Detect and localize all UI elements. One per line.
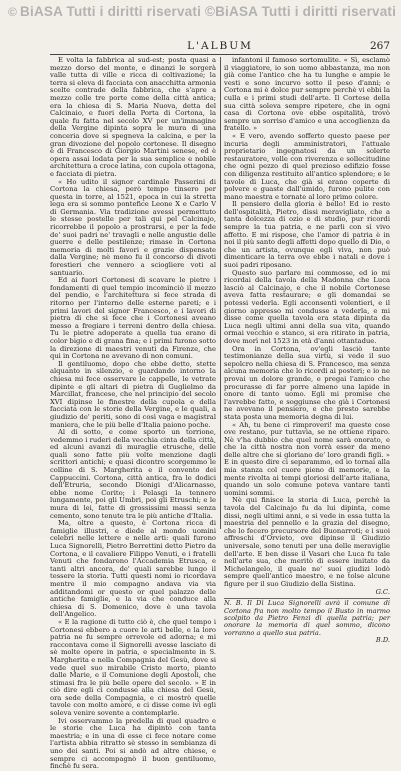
- left-column: [50, 56, 216, 771]
- paragraph: Ed ai fuori Cortonesi di scavare le pietre i fondamenti di quel tempio incominciò il mezzo del pendio, e l'architettura si fece strada di ritorno per l'interno delle esterne pareti; e i primi lavori del signor Francesco, e i lavori di pietra di che si fece che i Cortonesi aveano messo a fregiare i terreni dentro della chiesa. Tu le pietre adoperate a quella tua erano di color bigio e di grana fina; e i primi furono sotto la direzione di maestri venuti da Firenze, che qui in Cortona ne avevano di non comuni.: [50, 276, 216, 361]
- paragraph: « E la ragione di tutto ciò è, che quel tempo i Cortonesi ebbero a cuore le arti belle, e la loro patria ne fu sempre orrevole ed adorna; e mi raccontava come il Signorelli avesse lasciato di sè molte opere in patria, e specialmente in S. Margherita e nella Compagnia del Gesù, dove si vede quel suo mirabile Cristo morto, pianto dalle Marie, e il Comunione degli Apostoli, che stimasi fra le più belle opere del secolo. » E in ciò dire egli ci condusse alla chiesa del Gesù, ora sede della Compagnia, e ci mostrò quelle tavole con molto amore, e ci disse come ivi egli soleva venire sovente a contemplarle.: [50, 617, 216, 718]
- paragraph: « E vero, avendo sofferto questo paese per incuria degli amministratori, l'attuale proprietario ingegnatosi da un solerte restauratore, volle con riverenza e sollecitudine che ogni pezzo di quel prezioso edifizio fosse con diligenza restituito all'antico splendore; e le tavole di Luca, che già si erano coperte di polvere e guaste dall'umido, furono pulite con mano maestra e tornate al loro primo colore.: [224, 131, 390, 201]
- paragraph: Ma, oltre a questo, è Cortona ricca di famiglie illustri, e diede al mondo uomini celebri nelle lettere e nelle arti: quali furono Luca Signorelli, Pietro Berrettini detto Pietro da Cortona, e il cavaliere Filippo Venuti, e i fratelli Venuti che fondarono l'Accademia Etrusca, e tanti altri ancora, de' quali sarebbe lungo il tessere la storia. Tutti questi nomi io ricordava mentre il mio compagno andava via via additandomi or questo or quel palazzo delle antiche famiglie, e la via che conduce alla chiesa di S. Domenico, dove è una tavola dell'Angelico.: [50, 519, 216, 619]
- watermark-text: BiASA Tutti i diritti riservati ©BiASA Tutti i diritti riservati: [20, 4, 397, 19]
- paragraph: « Ho udito il signor cardinale Passerini di Cortona la chiesa, però tempo tinsero per questa in torre, al 1521, epoca in cui la stretta lega era si sommo pontefice Leone X e Carlo V di Germania. Via tradizione avessi permettuto le stesse postelle per tali qui pel Calcinajo, ricorrebbe il popolo a prostrarsi, e per la fede de' suoi padri ne' travagli e nelle angustie delle guerre e delle pestilenze; rimase in Cortona memoria di molti favori e grazie dispensate dalla Vergine; nè meno fu il concorso di divoti forestieri che vennero a sciogliere voti al santuario.: [50, 177, 216, 277]
- paragraph: Il gentiluomo, dopo che ebbe detto, stette alquanto in silenzio, e guardando intorno la chiesa mi fece osservare le cappelle, le vetrate dipinte e gli altari di pietra di Guglielmo da Marcillat, francese, che nel principio del secolo XVI dipinse le finestre della cupola e della facciata con le storie della Vergine, e le quali, a giudizio de' periti, sono di così vaga e magistral maniera, che le più belle d'Italia paiono poche.: [50, 359, 216, 429]
- paragraph: Nè qui finisce la storia di Luca, perchè la tavola del Calcinajo fu da lui dipinta, come dissi, negli ultimi anni, e si vede in essa tutta la maestria del pennello e la grazia del disegno, che lo fecero precursore del Buonarroti; e i suoi affreschi d'Orvieto, ove dipinse il Giudizio universale, sono tenuti per una delle meraviglie dell'arte. E ben disse il Vasari che Luca fu tale nell'arte sua, che meritò di essere imitato da Michelangelo, il quale ne' suoi giudizi lodò sempre quell'antico maestro, e ne tolse alcune figure per il suo Giudizio della Sistina.: [224, 496, 390, 588]
- page-number: 267: [369, 40, 390, 52]
- paragraph: « Ah, tu bene ci rimproveri! ma queste cose ove restano, pur tuttavia, se ne ottiene riparo. Nè v'ha dubbio che quel nome sarà onorato, e che la città nostra non vorrà esser da meno delle altre che si gloriano de' loro grandi figli. » E in questo dire ci separammo, ed io tornai alla mia stanza col cuore pieno di memorie, e la mente rivolta ai tempi gloriosi dell'arte italiana, quando un solo comune poteva vantare tanti uomini sommi.: [224, 420, 390, 497]
- paragraph: infantoni il famoso sortomulite. « Sì, esclamò il viaggiatore, io son uomo abbastanza, ma non già come l'antico che ha tu lunghe e ampie le vesti e sono incurvo sotto il peso d'anni; e Cortona mi è dolce pur sempre perchè vi ebbi la culla e i primi studi dell'arte. Il Cortese della sua città soleva sempre ripetere, che in ogni casa di Cortona ove ebbe ospitalità, trovò sempre un sorriso d'amico e una accoglienza da fratello. »: [224, 56, 390, 133]
- running-title: L'ALBUM: [187, 40, 253, 52]
- paragraph: Il pensiero della gloria è bello! Ed io resto dell'ospitalità, Pietro, dissi meravigliato, che a tanta dolcezza di ozio e di studio, pur ricordi sempre la tua patria, e ne parli con sì vivo affetto. E mi rispose, che l'amor di patria è in noi il più santo degli affetti dopo quello di Dio, e che un artista, ovunque egli viva, non può dimenticare la terra ove ebbe i natali e dove i suoi padri riposano.: [224, 200, 390, 270]
- right-column: [224, 56, 390, 645]
- paragraph: Ora in Cortona, ov'egli lasciò tante testimonianze della sua virtù, si vede il suo sepolcro nella chiesa di S. Francesco, ma senza alcuna memoria che lo ricordi ai posteri; e io ne provai un dolore grande, e pregai l'amico che procurasse di far porre almeno una lapide in onore di tanto uomo. Egli mi promise che l'avrebbe fatto, e soggiunse che già i Cortonesi ne avevano il pensiero, e che presto sarebbe stata posta una memoria degna di lui.: [224, 344, 390, 421]
- copyright-watermark: [8, 4, 398, 20]
- paragraph: E volta la fabbrica al sud-est; posta quasi a mezzo dorso del monte, e dinanzi le sorgerà valle tutta di ville e ricca di coltivazione; la terra si eleva di facciata con anacchitta armonia scelte contrade della fabbrica, che s'apre a mezzo colle tre porte come della città antica; era la chiesa di S. Maria Nuova, detta del Calcinaio, e fuori della Porta di Cortona, la quale fu fatta nel secolo XV per un'immagine della Vergine dipinta sopra le mura di una conceria dove si spegneva la calcina, e per la gran divozione del popolo cortonese. Il disegno è di Francesco di Giorgio Martini senese, ed è opera assai lodata per la sua semplice e nobile architettura a croce latina, con cupola ottagona, e facciata di pietra.: [50, 56, 216, 178]
- page-header: [50, 40, 390, 54]
- article-signature: G.C.: [375, 587, 390, 596]
- footnote: N. B. Il Dì Luca Signorelli avrà il comune di Cortona fra non molto tempo il Busto in marmo scolpito da Pietro Fenzi di quella patria; per onorare la memoria di quel sommo, dicono vorranno a quello sua patria.: [224, 599, 390, 637]
- article-columns: [50, 56, 390, 771]
- column-divider: [220, 57, 221, 529]
- copyright-icon: ©: [8, 5, 18, 19]
- paragraph: Ivi osservammo la predella di quel quadro e le storie che Luca ha dipinto con tanta maestria; e in una di esse ci fece notare come l'artista abbia ritratto sè stesso in sembianza di uno dei santi. Poi si andò ad altre chiese, e sempre ci accompagnò il buon gentiluomo, finchè fu sera.: [50, 716, 216, 771]
- paragraph: Questo suo parlare mi commosse, ed io mi ricordai della tavola della Madonna che Luca lasciò al Calcinajo, e che il nobile Cortonese aveva fatta restaurare; e gli domandai se potessi vederla. Egli acconsentì volentieri, e il giorno appresso mi condusse a vederla, e mi disse come quella tavola era stata dipinta da Luca negli ultimi anni della sua vita, quando ormai vecchio e stanco, si era ritirato in patria, dove morì nel 1523 in età d'anni ottantadue.: [224, 268, 390, 345]
- header-rule: [50, 54, 390, 55]
- paragraph: Al di sotto, e come sporto un torrione, vedemmo i ruderi della vecchia cinta della città, ed alcuni avanzi di muraglie etrusche, delle quali sono fatte più volte menzione dagli scrittori antichi; e quasi dicontro scorgemmo le colline di S. Margherita e il convento dei Cappuccini. Cortona, città antica, fra le dodici dell'Etruria, secondo Dionigi d'Alicarnasso, ebbe nome Corito; i Pelasgi la tennero lungamente, poi gli Umbri, poi gli Etruschi; e le mura di lei, fatte di grossissimi massi senza cemento, sono tenute tra le più antiche d'Italia.: [50, 428, 216, 520]
- footnote-signature: B.D.: [375, 636, 390, 645]
